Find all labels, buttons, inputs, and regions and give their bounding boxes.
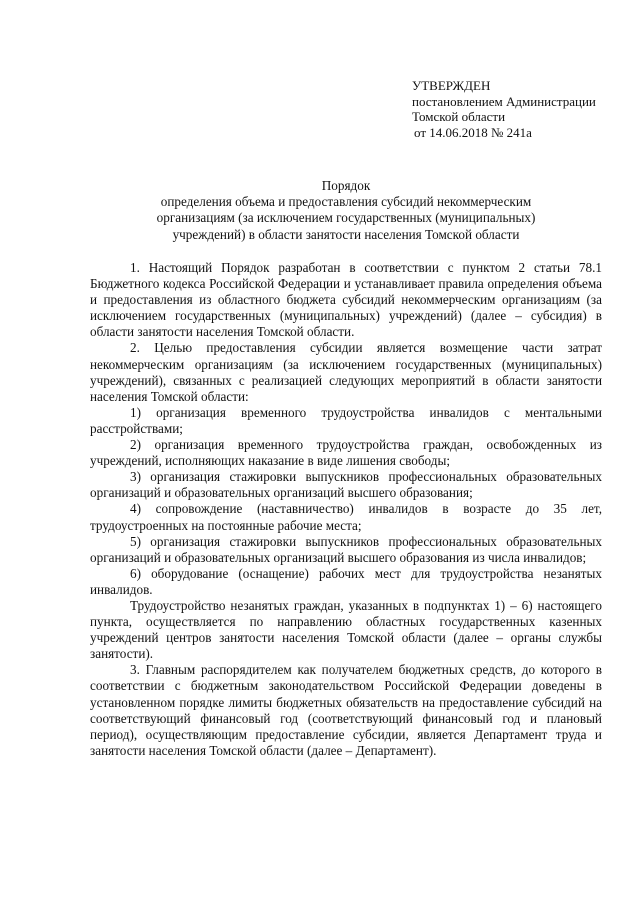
list-item-3: 3) организация стажировки выпускников профессиональных образовательных организаций и образовательных организаций высшего образования;	[90, 469, 602, 501]
title-line-1: Порядок	[321, 178, 371, 193]
paragraph-employment: Трудоустройство незанятых граждан, указанных в подпунктах 1) – 6) настоящего пункта, осуществляется по направлению областных государственных казенных учреждений центров занятости населения Томской области (далее – органы службы занятости).	[90, 597, 602, 662]
approval-heading: УТВЕРЖДЕН	[412, 78, 491, 93]
document-body	[90, 260, 602, 759]
title-line-2: определения объема и предоставления субсидий некоммерческим	[160, 194, 532, 210]
list-item-2: 2) организация временного трудоустройства граждан, освобожденных из учреждений, исполняющих наказание в виде лишения свободы;	[90, 437, 602, 469]
title-line-3: организациям (за исключением государственных (муниципальных)	[156, 210, 536, 226]
approval-line-decree: постановлением Администрации	[412, 93, 596, 109]
paragraph-1: 1. Настоящий Порядок разработан в соответствии с пунктом 2 статьи 78.1 Бюджетного кодекса Российской Федерации и устанавливает правила определения объема и предоставления из областного бюджета субсидий некоммерческим организациям (за исключением государственных (муниципальных) учреждений) (далее – субсидия) в области занятости населения Томской области.	[90, 260, 602, 340]
approval-stamp	[412, 78, 632, 140]
list-item-4: 4) сопровождение (наставничество) инвалидов в возрасте до 35 лет, трудоустроенных на постоянные рабочие места;	[90, 501, 602, 533]
list-item-1: 1) организация временного трудоустройства инвалидов с ментальными расстройствами;	[90, 404, 602, 436]
document-title	[90, 178, 602, 243]
paragraph-2: 2. Целью предоставления субсидии является возмещение части затрат некоммерческим организациям (за исключением государственных (муниципальных) учреждений), связанных с реализацией следующих мероприятий в области занятости населения Томской области:	[90, 340, 602, 404]
approval-line-region: Томской области	[412, 109, 506, 124]
title-line-4: учреждений) в области занятости населения Томской области	[172, 226, 520, 242]
paragraph-3: 3. Главным распорядителем как получателем бюджетных средств, до которого в соответствии с бюджетным законодательством Российской Федерации доведены в установленном порядке лимиты бюджетных обязательств на предоставление субсидий на соответствующий финансовый год (соответствующий финансовый год и плановый период), осуществляющим предоставление субсидии, является Департамент труда и занятости населения Томской области (далее – Департамент).	[90, 662, 602, 758]
list-item-5: 5) организация стажировки выпускников профессиональных образовательных организаций и образовательных организаций высшего образования из числа инвалидов;	[90, 533, 602, 565]
approval-line-date: от 14.06.2018 № 241а	[414, 124, 532, 140]
list-item-6: 6) оборудование (оснащение) рабочих мест для трудоустройства незанятых инвалидов.	[90, 565, 602, 597]
